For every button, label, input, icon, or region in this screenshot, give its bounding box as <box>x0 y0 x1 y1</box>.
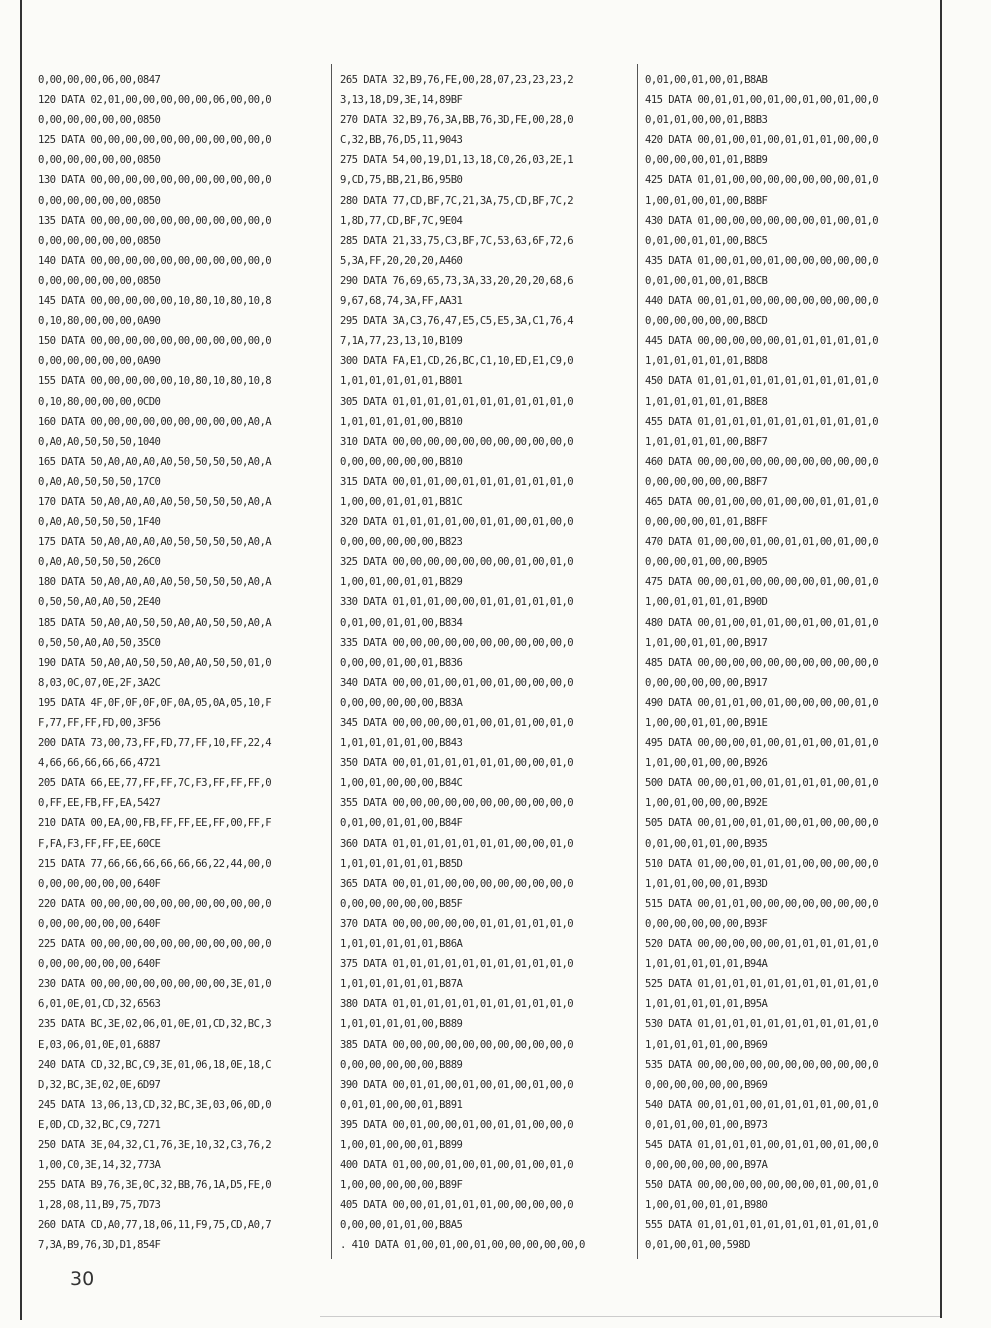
listing-line: 0,01,01,00,00,01,B891 <box>340 1098 463 1111</box>
listing-line: 9,CD,75,BB,21,B6,95B0 <box>340 174 463 187</box>
listing-line: 1,00,00,01,01,00,B91E <box>645 717 768 729</box>
listing-line: 215 DATA 77,66,66,66,66,66,66,22,44,00,0 <box>38 857 272 870</box>
listing-line: 360 DATA 01,01,01,01,01,01,01,00,00,01,0 <box>340 837 574 850</box>
listing-line: 0,00,00,00,00,00,0850 <box>38 234 161 247</box>
listing-line: 205 DATA 66,EE,77,FF,FF,7C,F3,FF,FF,FF,0 <box>38 777 272 790</box>
listing-line: 475 DATA 00,00,01,00,00,00,00,01,00,01,0 <box>645 576 879 589</box>
listing-line: 145 DATA 00,00,00,00,00,10,80,10,80,10,8 <box>38 295 272 308</box>
listing-line: 1,01,01,01,01,00,B889 <box>340 1018 463 1031</box>
listing-line: 490 DATA 00,01,01,00,01,00,00,00,00,01,0 <box>645 696 879 709</box>
listing-line: 4,66,66,66,66,66,4721 <box>38 757 161 770</box>
listing-line: 1,00,01,00,00,01,B899 <box>340 1138 463 1151</box>
listing-line: 480 DATA 00,01,00,01,01,00,01,00,01,01,0 <box>645 616 879 629</box>
listing-line: 0,00,00,00,00,00,B969 <box>645 1078 768 1091</box>
listing-line: 535 DATA 00,00,00,00,00,00,00,00,00,00,0 <box>645 1058 879 1071</box>
page-frame-left-rule <box>20 0 22 1320</box>
listing-line: 1,01,01,01,01,01,B801 <box>340 375 463 388</box>
listing-line: 125 DATA 00,00,00,00,00,00,00,00,00,00,0 <box>38 134 272 147</box>
listing-line: 1,01,01,01,01,01,B85D <box>340 857 463 870</box>
listing-line: 1,00,01,00,01,01,B980 <box>645 1199 768 1212</box>
listing-line: C,32,BB,76,D5,11,9043 <box>340 134 463 147</box>
listing-line: 465 DATA 00,01,00,00,01,00,00,01,01,01,0 <box>645 495 879 508</box>
listing-line: 405 DATA 00,00,01,01,01,01,00,00,00,00,0 <box>340 1199 574 1212</box>
listing-line: 1,01,00,01,00,00,B926 <box>645 757 768 770</box>
listing-line: 1,00,01,00,01,00,B8BF <box>645 194 768 207</box>
listing-line: 260 DATA CD,A0,77,18,06,11,F9,75,CD,A0,7 <box>38 1219 272 1232</box>
listing-line: 500 DATA 00,00,01,00,01,01,01,01,00,01,0 <box>645 777 879 790</box>
listing-line: 265 DATA 32,B9,76,FE,00,28,07,23,23,23,2 <box>340 74 574 86</box>
listing-line: 1,01,01,01,01,01,B8D8 <box>645 355 768 368</box>
listing-line: 9,67,68,74,3A,FF,AA31 <box>340 295 463 308</box>
listing-line: 400 DATA 01,00,00,01,00,01,00,01,00,01,0 <box>340 1159 574 1172</box>
listing-line: 380 DATA 01,01,01,01,01,01,01,01,01,01,0 <box>340 998 574 1011</box>
listing-line: F,FA,F3,FF,FF,EE,60CE <box>38 837 161 850</box>
listing-line: 470 DATA 01,00,00,01,00,01,01,00,01,00,0 <box>645 536 879 549</box>
listing-line: 7,1A,77,23,13,10,B109 <box>340 335 463 348</box>
listing-line: F,77,FF,FF,FD,00,3F56 <box>38 717 161 729</box>
page-frame-right-rule <box>940 0 942 1318</box>
listing-line: 335 DATA 00,00,00,00,00,00,00,00,00,00,0 <box>340 636 574 649</box>
listing-line: 1,01,01,01,01,01,B94A <box>645 958 768 971</box>
listing-line: 245 DATA 13,06,13,CD,32,BC,3E,03,06,0D,0 <box>38 1098 272 1111</box>
listing-line: 525 DATA 01,01,01,01,01,01,01,01,01,01,0 <box>645 978 879 991</box>
listing-line: 0,01,01,00,01,00,B973 <box>645 1118 768 1131</box>
listing-line: 0,00,00,00,00,00,0850 <box>38 274 161 287</box>
listing-line: 1,01,01,01,01,01,B95A <box>645 998 768 1011</box>
listing-line: 1,00,00,00,00,00,B89F <box>340 1179 463 1192</box>
listing-line: 1,00,01,00,01,01,B829 <box>340 576 463 589</box>
listing-line: 1,00,01,00,00,00,B92E <box>645 797 768 810</box>
listing-line: 220 DATA 00,00,00,00,00,00,00,00,00,00,0 <box>38 897 272 910</box>
listing-line: 0,01,00,01,01,00,B8C5 <box>645 234 768 247</box>
listing-line: 1,01,01,01,01,00,B843 <box>340 737 463 750</box>
listing-line: 165 DATA 50,A0,A0,A0,A0,50,50,50,50,A0,A <box>38 455 272 468</box>
listing-line: 555 DATA 01,01,01,01,01,01,01,01,01,01,0 <box>645 1219 879 1232</box>
listing-column-1 <box>38 70 326 1256</box>
listing-line: 365 DATA 00,01,01,00,00,00,00,00,00,00,0 <box>340 877 574 890</box>
listing-line: 0,10,80,00,00,00,0A90 <box>38 315 161 328</box>
listing-line: 170 DATA 50,A0,A0,A0,A0,50,50,50,50,A0,A <box>38 495 272 508</box>
listing-line: 0,00,00,01,00,01,B836 <box>340 656 463 669</box>
listing-line: 210 DATA 00,EA,00,FB,FF,FF,EE,FF,00,FF,F <box>38 817 272 830</box>
listing-line: 315 DATA 00,01,01,00,01,01,01,01,01,01,0 <box>340 475 574 488</box>
listing-line: 520 DATA 00,00,00,00,00,01,01,01,01,01,0 <box>645 938 879 951</box>
listing-line: 1,01,01,01,01,01,B86A <box>340 938 463 951</box>
listing-line: 0,00,00,00,00,00,0850 <box>38 154 161 167</box>
listing-line: 505 DATA 00,01,00,01,01,00,01,00,00,00,0 <box>645 817 879 830</box>
listing-line: 0,00,00,00,00,00,0850 <box>38 114 161 127</box>
column-divider-2 <box>637 64 638 1259</box>
listing-line: 0,01,00,01,00,01,B8CB <box>645 274 768 287</box>
listing-column-3 <box>645 70 933 1256</box>
listing-line: 460 DATA 00,00,00,00,00,00,00,00,00,00,0 <box>645 455 879 468</box>
listing-line: 0,00,00,00,06,00,0847 <box>38 74 161 86</box>
listing-line: 0,00,00,00,00,00,B83A <box>340 696 463 709</box>
listing-line: 0,00,00,00,00,00,B810 <box>340 455 463 468</box>
listing-line: 515 DATA 00,01,01,00,00,00,00,00,00,00,0 <box>645 897 879 910</box>
listing-line: 270 DATA 32,B9,76,3A,BB,76,3D,FE,00,28,0 <box>340 114 574 127</box>
listing-line: 0,50,50,A0,A0,50,2E40 <box>38 596 161 609</box>
listing-line: 225 DATA 00,00,00,00,00,00,00,00,00,00,0 <box>38 938 272 951</box>
listing-line: 0,00,00,00,00,00,B8F7 <box>645 475 768 488</box>
listing-line: 1,8D,77,CD,BF,7C,9E04 <box>340 214 463 227</box>
listing-line: 175 DATA 50,A0,A0,A0,A0,50,50,50,50,A0,A <box>38 536 272 549</box>
listing-line: 485 DATA 00,00,00,00,00,00,00,00,00,00,0 <box>645 656 879 669</box>
listing-line: 0,50,50,A0,A0,50,35C0 <box>38 636 161 649</box>
listing-line: 0,01,00,01,00,01,B8AB <box>645 74 768 86</box>
listing-line: 355 DATA 00,00,00,00,00,00,00,00,00,00,0 <box>340 797 574 810</box>
listing-line: 290 DATA 76,69,65,73,3A,33,20,20,20,68,6 <box>340 274 574 287</box>
listing-line: 330 DATA 01,01,01,00,00,01,01,01,01,01,0 <box>340 596 574 609</box>
listing-line: 0,00,00,00,00,00,640F <box>38 917 161 930</box>
listing-line: 1,00,00,01,01,01,B81C <box>340 495 463 508</box>
listing-line: 420 DATA 00,01,00,01,00,01,01,01,00,00,0 <box>645 134 879 147</box>
listing-line: 0,00,00,01,00,00,B905 <box>645 556 768 569</box>
listing-line: 0,01,00,01,00,598D <box>645 1239 750 1252</box>
listing-line: 0,00,00,00,00,00,B823 <box>340 536 463 549</box>
listing-line: 255 DATA B9,76,3E,0C,32,BB,76,1A,D5,FE,0 <box>38 1179 272 1192</box>
listing-line: 0,00,00,00,00,00,B97A <box>645 1159 768 1172</box>
listing-line: 450 DATA 01,01,01,01,01,01,01,01,01,01,0 <box>645 375 879 388</box>
listing-line: 1,28,08,11,B9,75,7D73 <box>38 1199 161 1212</box>
listing-line: 155 DATA 00,00,00,00,00,10,80,10,80,10,8 <box>38 375 272 388</box>
listing-line: 325 DATA 00,00,00,00,00,00,00,01,00,01,0 <box>340 556 574 569</box>
listing-line: 0,00,00,00,00,00,B889 <box>340 1058 463 1071</box>
listing-line: 0,00,00,00,00,00,B917 <box>645 676 768 689</box>
listing-line: E,0D,CD,32,BC,C9,7271 <box>38 1118 161 1131</box>
listing-line: 275 DATA 54,00,19,D1,13,18,C0,26,03,2E,1 <box>340 154 574 167</box>
listing-line: 385 DATA 00,00,00,00,00,00,00,00,00,00,0 <box>340 1038 574 1051</box>
listing-line: 1,01,01,01,01,01,B87A <box>340 978 463 991</box>
listing-line: 0,00,00,00,01,01,B8B9 <box>645 154 768 167</box>
listing-line: 440 DATA 00,01,01,00,00,00,00,00,00,00,0 <box>645 295 879 308</box>
listing-line: 455 DATA 01,01,01,01,01,01,01,01,01,01,0 <box>645 415 879 428</box>
listing-line: 545 DATA 01,01,01,01,00,01,01,00,01,00,0 <box>645 1138 879 1151</box>
listing-line: E,03,06,01,0E,01,6887 <box>38 1038 161 1051</box>
listing-line: 0,01,01,00,00,01,B8B3 <box>645 114 768 127</box>
listing-line: 550 DATA 00,00,00,00,00,00,00,01,00,01,0 <box>645 1179 879 1192</box>
listing-line: 375 DATA 01,01,01,01,01,01,01,01,01,01,0 <box>340 958 574 971</box>
listing-line: 5,3A,FF,20,20,20,A460 <box>340 254 463 267</box>
listing-line: 0,FF,EE,FB,FF,EA,5427 <box>38 797 161 810</box>
page-number: 30 <box>70 1268 95 1290</box>
listing-line: 130 DATA 00,00,00,00,00,00,00,00,00,00,0 <box>38 174 272 187</box>
listing-line: 0,01,00,01,01,00,B935 <box>645 837 768 850</box>
listing-line: 530 DATA 01,01,01,01,01,01,01,01,01,01,0 <box>645 1018 879 1031</box>
listing-line: 495 DATA 00,00,00,01,00,01,01,00,01,01,0 <box>645 737 879 750</box>
listing-line: 0,00,00,00,00,00,B93F <box>645 917 768 930</box>
listing-line: 0,00,00,00,00,00,0A90 <box>38 355 161 368</box>
listing-line: 0,10,80,00,00,00,0CD0 <box>38 395 161 408</box>
listing-line: 3,13,18,D9,3E,14,89BF <box>340 94 463 107</box>
listing-line: 445 DATA 00,00,00,00,00,01,01,01,01,01,0 <box>645 335 879 348</box>
listing-line: 0,A0,A0,50,50,50,1040 <box>38 435 161 448</box>
listing-line: 120 DATA 02,01,00,00,00,00,00,06,00,00,0 <box>38 94 272 107</box>
listing-line: 0,01,00,01,01,00,B84F <box>340 817 463 830</box>
listing-line: 1,01,01,01,01,00,B810 <box>340 415 463 428</box>
listing-line: 0,00,00,00,00,00,B85F <box>340 897 463 910</box>
listing-line: 250 DATA 3E,04,32,C1,76,3E,10,32,C3,76,2 <box>38 1138 272 1151</box>
listing-line: 1,00,01,00,00,00,B84C <box>340 777 463 790</box>
listing-line: 345 DATA 00,00,00,00,01,00,01,01,00,01,0 <box>340 717 574 729</box>
listing-line: 0,00,00,00,00,00,B8CD <box>645 315 768 328</box>
listing-line: 1,00,C0,3E,14,32,773A <box>38 1159 161 1172</box>
listing-line: 140 DATA 00,00,00,00,00,00,00,00,00,00,0 <box>38 254 272 267</box>
listing-line: 415 DATA 00,01,01,00,01,00,01,00,01,00,0 <box>645 94 879 107</box>
listing-line: 180 DATA 50,A0,A0,A0,A0,50,50,50,50,A0,A <box>38 576 272 589</box>
listing-line: 1,01,01,01,01,01,B8E8 <box>645 395 768 408</box>
listing-line: 1,01,01,01,01,00,B969 <box>645 1038 768 1051</box>
listing-line: 190 DATA 50,A0,A0,50,50,A0,A0,50,50,01,0 <box>38 656 272 669</box>
listing-line: 240 DATA CD,32,BC,C9,3E,01,06,18,0E,18,C <box>38 1058 272 1071</box>
listing-line: 430 DATA 01,00,00,00,00,00,00,01,00,01,0 <box>645 214 879 227</box>
listing-line: 160 DATA 00,00,00,00,00,00,00,00,00,A0,A <box>38 415 272 428</box>
listing-line: 235 DATA BC,3E,02,06,01,0E,01,CD,32,BC,3 <box>38 1018 272 1031</box>
listing-line: 8,03,0C,07,0E,2F,3A2C <box>38 676 161 689</box>
listing-line: 1,01,01,01,01,00,B8F7 <box>645 435 768 448</box>
listing-line: 295 DATA 3A,C3,76,47,E5,C5,E5,3A,C1,76,4 <box>340 315 574 328</box>
listing-line: 425 DATA 01,01,00,00,00,00,00,00,00,01,0 <box>645 174 879 187</box>
listing-line: 200 DATA 73,00,73,FF,FD,77,FF,10,FF,22,4 <box>38 737 272 750</box>
listing-line: 340 DATA 00,00,01,00,01,00,01,00,00,00,0 <box>340 676 574 689</box>
listing-line: 0,00,00,00,01,01,B8FF <box>645 516 768 529</box>
listing-line: 1,01,00,01,01,00,B917 <box>645 636 768 649</box>
listing-line: 0,00,00,01,01,00,B8A5 <box>340 1219 463 1232</box>
listing-line: 395 DATA 00,01,00,00,01,00,01,01,00,00,0 <box>340 1118 574 1131</box>
listing-line: 0,A0,A0,50,50,50,1F40 <box>38 516 161 529</box>
listing-line: 0,00,00,00,00,00,640F <box>38 877 161 890</box>
listing-line: 350 DATA 00,01,01,01,01,01,01,00,00,01,0 <box>340 757 574 770</box>
listing-line: 320 DATA 01,01,01,01,00,01,01,00,01,00,0 <box>340 516 574 529</box>
listing-line: 0,A0,A0,50,50,50,17C0 <box>38 475 161 488</box>
listing-column-2 <box>340 70 628 1256</box>
listing-line: 280 DATA 77,CD,BF,7C,21,3A,75,CD,BF,7C,2 <box>340 194 574 207</box>
listing-line: 0,01,00,01,01,00,B834 <box>340 616 463 629</box>
listing-line: 230 DATA 00,00,00,00,00,00,00,00,3E,01,0 <box>38 978 272 991</box>
listing-line: 7,3A,B9,76,3D,D1,854F <box>38 1239 161 1252</box>
listing-line: 1,00,01,01,01,01,B90D <box>645 596 768 609</box>
listing-line: 6,01,0E,01,CD,32,6563 <box>38 998 161 1011</box>
listing-line: 135 DATA 00,00,00,00,00,00,00,00,00,00,0 <box>38 214 272 227</box>
listing-line: 310 DATA 00,00,00,00,00,00,00,00,00,00,0 <box>340 435 574 448</box>
listing-line: 300 DATA FA,E1,CD,26,BC,C1,10,ED,E1,C9,0 <box>340 355 574 368</box>
listing-line: 0,A0,A0,50,50,50,26C0 <box>38 556 161 569</box>
listing-line: 150 DATA 00,00,00,00,00,00,00,00,00,00,0 <box>38 335 272 348</box>
listing-line: 435 DATA 01,00,01,00,01,00,00,00,00,00,0 <box>645 254 879 267</box>
page-bottom-rule <box>320 1316 940 1317</box>
listing-line: 510 DATA 01,00,00,01,01,01,00,00,00,00,0 <box>645 857 879 870</box>
listing-line: 285 DATA 21,33,75,C3,BF,7C,53,63,6F,72,6 <box>340 234 574 247</box>
listing-line: D,32,BC,3E,02,0E,6D97 <box>38 1078 161 1091</box>
column-divider-1 <box>331 64 332 1259</box>
listing-line: 185 DATA 50,A0,A0,50,50,A0,A0,50,50,A0,A <box>38 616 272 629</box>
listing-line: 1,01,01,00,00,01,B93D <box>645 877 768 890</box>
listing-line: 0,00,00,00,00,00,0850 <box>38 194 161 207</box>
listing-line: . 410 DATA 01,00,01,00,01,00,00,00,00,00,0 <box>340 1239 585 1252</box>
listing-line: 540 DATA 00,01,01,00,01,01,01,01,00,01,0 <box>645 1098 879 1111</box>
listing-line: 0,00,00,00,00,00,640F <box>38 958 161 971</box>
listing-line: 305 DATA 01,01,01,01,01,01,01,01,01,01,0 <box>340 395 574 408</box>
listing-line: 195 DATA 4F,0F,0F,0F,0F,0A,05,0A,05,10,F <box>38 696 272 709</box>
listing-line: 370 DATA 00,00,00,00,00,01,01,01,01,01,0 <box>340 917 574 930</box>
listing-line: 390 DATA 00,01,01,00,01,00,01,00,01,00,0 <box>340 1078 574 1091</box>
